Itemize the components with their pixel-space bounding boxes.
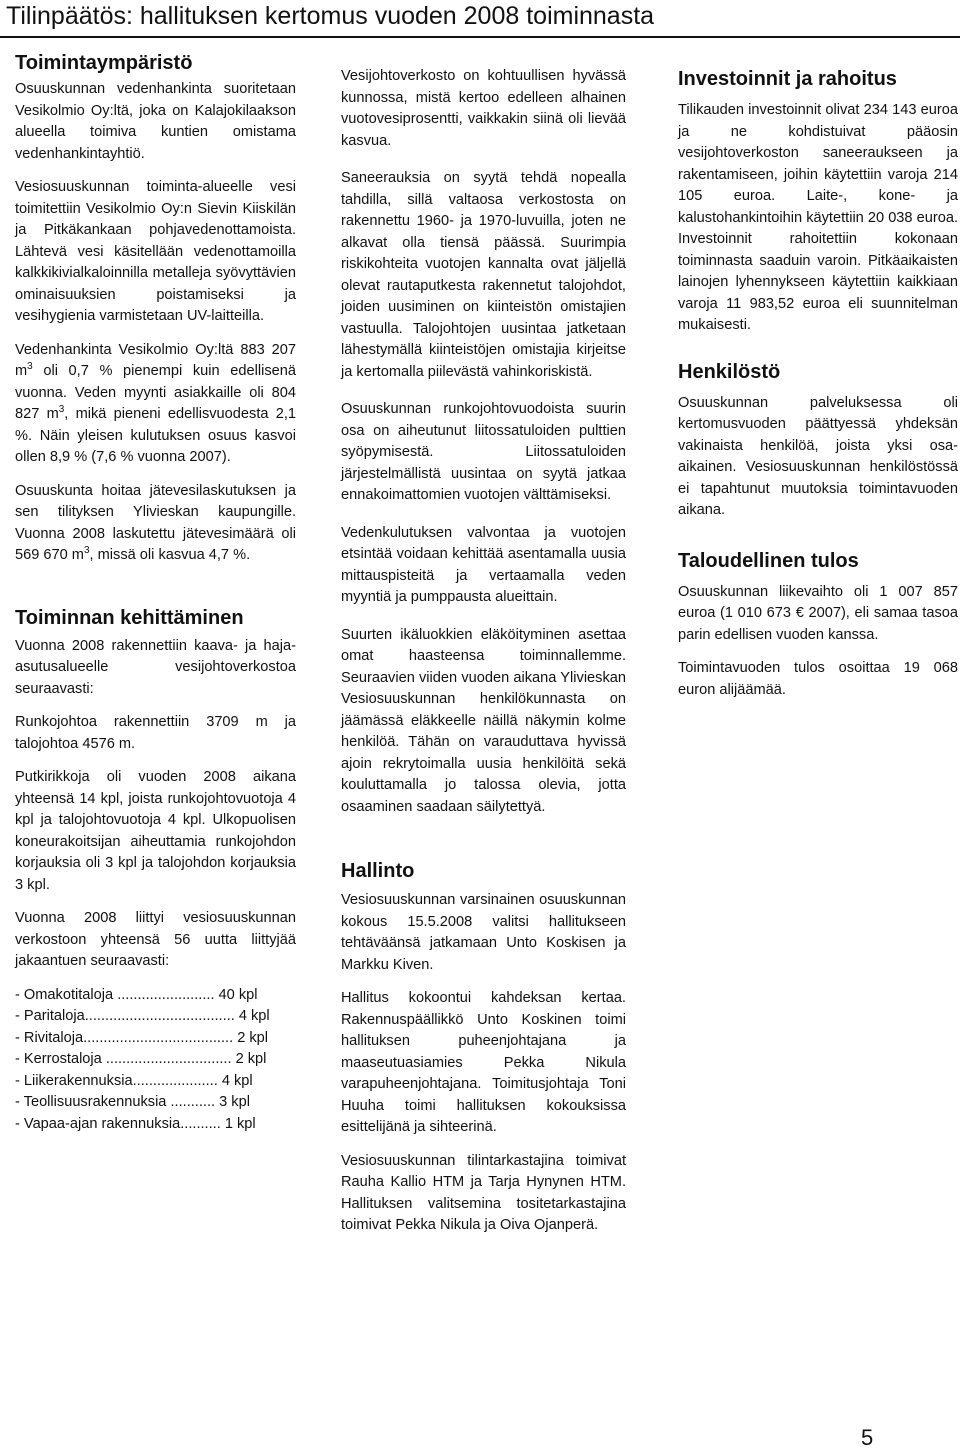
paragraph: Vuonna 2008 rakennettiin kaava- ja haja-asutusalueelle vesijohtoverkostoa seuraavasti:: [15, 637, 296, 697]
list-item: - Omakotitaloja ........................ 40 kpl: [15, 986, 258, 1003]
paragraph: Hallitus kokoontui kahdeksan kertaa. Rakennuspäällikkö Unto Koskinen toimi hallituksen puheenjohtajana ja maaseutuasiamies Pekka Nikula varapuheenjohtajana. Toimitusjohtaja Toni Huuha toimi hallituksen kokouksissa esittelijänä ja sihteerinä.: [341, 990, 626, 1135]
page-title: Tilinpäätös: hallituksen kertomus vuoden 2008 toiminnasta: [6, 2, 655, 30]
heading-investoinnit: Investoinnit ja rahoitus: [678, 68, 897, 90]
paragraph: Tilikauden investoinnit olivat 234 143 euroa ja ne kohdistuivat pääosin vesijohtoverkoston saneeraukseen ja rakentamiseen, joihin käytettiin varoja 214 105 euroa. Laite-, kone- ja kalustohankintoihin käytettiin 20 038 euroa. Investoinnit rahoitettiin kokonaan toiminnasta saaduin varoin. Pitkäaikaisten lainojen lyhennykseen käytettiin kaikkiaan varoja 11 983,52 euroa eli suunnitelman mukaisesti.: [678, 102, 958, 333]
list-item: - Liikerakennuksia..................... 4 kpl: [15, 1072, 253, 1089]
paragraph: Osuuskunnan vedenhankinta suoritetaan Vesikolmio Oy:ltä, joka on Kalajokilaakson alueella toimiva kuntien omistama vedenhankintayhtiö.: [15, 81, 296, 162]
paragraph-water-supply: [15, 340, 296, 469]
paragraph: Osuuskunnan palveluksessa oli kertomusvuoden päättyessä yhdeksän vakinaista henkilöä, joista yksi osa-aikainen. Vesiosuuskunnan henkilöstössä ei tapahtunut muutoksia toimintavuoden aikana.: [678, 394, 958, 518]
list-item: - Teollisuusrakennuksia ........... 3 kpl: [15, 1094, 250, 1110]
heading-toiminnan-kehittaminen: Toiminnan kehittäminen: [15, 606, 244, 629]
superscript: 3: [83, 545, 90, 557]
text-run: oli 0,7 % pienempi kuin edellisenä vuonna. Veden myynti asiakkaille oli 804 827 m: [15, 363, 296, 422]
text-run: Vedenhankinta Vesikolmio Oy:ltä 883 207 m: [15, 341, 296, 379]
paragraph: Vuonna 2008 liittyi vesiosuuskunnan verkostoon yhteensä 56 uutta liittyjää jakaantuen seuraavasti:: [15, 910, 296, 969]
heading-hallinto: Hallinto: [341, 860, 415, 882]
heading-taloudellinen-tulos: Taloudellinen tulos: [678, 549, 859, 572]
paragraph: Vesijohtoverkosto on kohtuullisen hyvässä kunnossa, mistä kertoo edelleen alhainen vuotovesiprosentti, vaikkakin siinä oli lievää kasvua.: [341, 68, 626, 149]
paragraph: Osuuskunnan runkojohtovuodoista suurin osa on aiheutunut liitossatuloiden pulttien syöpymisestä. Liitossatuloiden järjestelmällistä uusintaa on syytä jatkaa ennakoimattomien vuotojen välttämiseksi.: [341, 401, 626, 503]
superscript: 3: [27, 361, 33, 373]
paragraph: Toimintavuoden tulos osoittaa 19 068 euron alijäämää.: [678, 660, 958, 698]
superscript: 3: [58, 404, 65, 416]
paragraph-wastewater: [15, 481, 296, 567]
text-run: , missä oli kasvua 4,7 %.: [89, 547, 251, 563]
column-2: [341, 66, 626, 1249]
column-3: [678, 66, 958, 713]
heading-henkilosto: Henkilöstö: [678, 360, 781, 383]
list-item: - Paritaloja..................................... 4 kpl: [15, 1008, 270, 1024]
list-item: - Vapaa-ajan rakennuksia.......... 1 kpl: [15, 1115, 256, 1132]
column-1: [15, 50, 296, 1135]
paragraph: Vesiosuuskunnan tilintarkastajina toimivat Rauha Kallio HTM ja Tarja Hynynen HTM. Hallituksen valitsemina tositetarkastajina toimivat Pekka Nikula ja Oiva Ojanperä.: [341, 1152, 626, 1233]
text-run: Osuuskunta hoitaa jätevesilaskutuksen ja sen tilityksen Ylivieskan kaupungille. Vuonna 2008 laskutettu jätevesimäärä oli 569 670 m: [15, 482, 296, 563]
text-run: , mikä pieneni edellisvuodesta 2,1 %. Näin yleisen kulutuksen osuus kasvoi ollen 8,9 % (7,6 % vuonna 2007).: [15, 406, 297, 465]
paragraph: Vedenkulutuksen valvontaa ja vuotojen etsintää voidaan kehittää asentamalla uusia mittauspisteitä ja vertaamalla veden myyntiä ja pumppausta alueittain.: [341, 524, 626, 605]
list-item: - Rivitaloja..................................... 2 kpl: [15, 1029, 269, 1046]
paragraph: Putkirikkoja oli vuoden 2008 aikana yhteensä 14 kpl, joista runkojohtovuotoja 4 kpl ja talojohtovuotoja 4 kpl. Ulkopuolisen koneurakoitsijan aiheuttamia runkojohdon korjauksia oli 3 kpl ja talojohdon korjauksia 3 kpl.: [15, 769, 296, 893]
paragraph: Suurten ikäluokkien eläköityminen asettaa omat haasteensa toiminnallemme. Seuraavien viiden vuoden aikana Ylivieskan Vesiosuuskunnan henkilökunnasta on jäämässä eläkkeelle näillä näkymin kolme henkilöä. Tähän on varauduttava hyvissä ajoin rekrytoimalla uusia henkilöitä sekä kouluttamalla jo talossa olevia, jotta osaaminen saadaan säilytettyä.: [341, 626, 626, 815]
title-rule: [0, 36, 960, 38]
paragraph: Vesiosuuskunnan toiminta-alueelle vesi toimitettiin Vesikolmio Oy:n Sievin Kiiskilän ja Pitkäkankaan pohjavedenottamoista. Lähtevä vesi käsitellään vedenottamoilla kalkkikivialkaloinnilla metalleja syövyttävien ominaisuuksien poistamiseksi ja vesihygienia varmistetaan UV-laitteilla.: [15, 179, 296, 324]
heading-toimintaymparisto: Toimintaympäristö: [15, 52, 193, 74]
paragraph: Vesiosuuskunnan varsinainen osuuskunnan kokous 15.5.2008 valitsi hallitukseen tehtäväänsä jatkamaan Unto Koskisen ja Markku Kiven.: [341, 892, 626, 973]
page-number: 5: [861, 1425, 874, 1450]
list-item: - Kerrostaloja ............................... 2 kpl: [15, 1051, 267, 1067]
paragraph: Osuuskunnan liikevaihto oli 1 007 857 euroa (1 010 673 € 2007), eli samaa tasoa parin edellisen vuoden kanssa.: [678, 583, 958, 643]
new-connections-list: [15, 985, 296, 1136]
paragraph: Runkojohtoa rakennettiin 3709 m ja talojohtoa 4576 m.: [15, 714, 296, 752]
paragraph: Saneerauksia on syytä tehdä nopealla tahdilla, sillä valtaosa verkostosta on rakennettu 1960- ja 1970-luvuilla, joten ne alkavat olla tiensä päässä. Suurimpia riskikohteita vuotojen kannalta ovat jäljellä olevat rautaputkesta rakennetut talojohdot, joiden uusiminen on kiinteistön omistajien vastuulla. Talojohtojen uusintaa jatketaan lähestymällä kiinteistöjen omistajia kirjeitse ja kertomalla piilevästä vahinkoriskistä.: [341, 170, 626, 380]
